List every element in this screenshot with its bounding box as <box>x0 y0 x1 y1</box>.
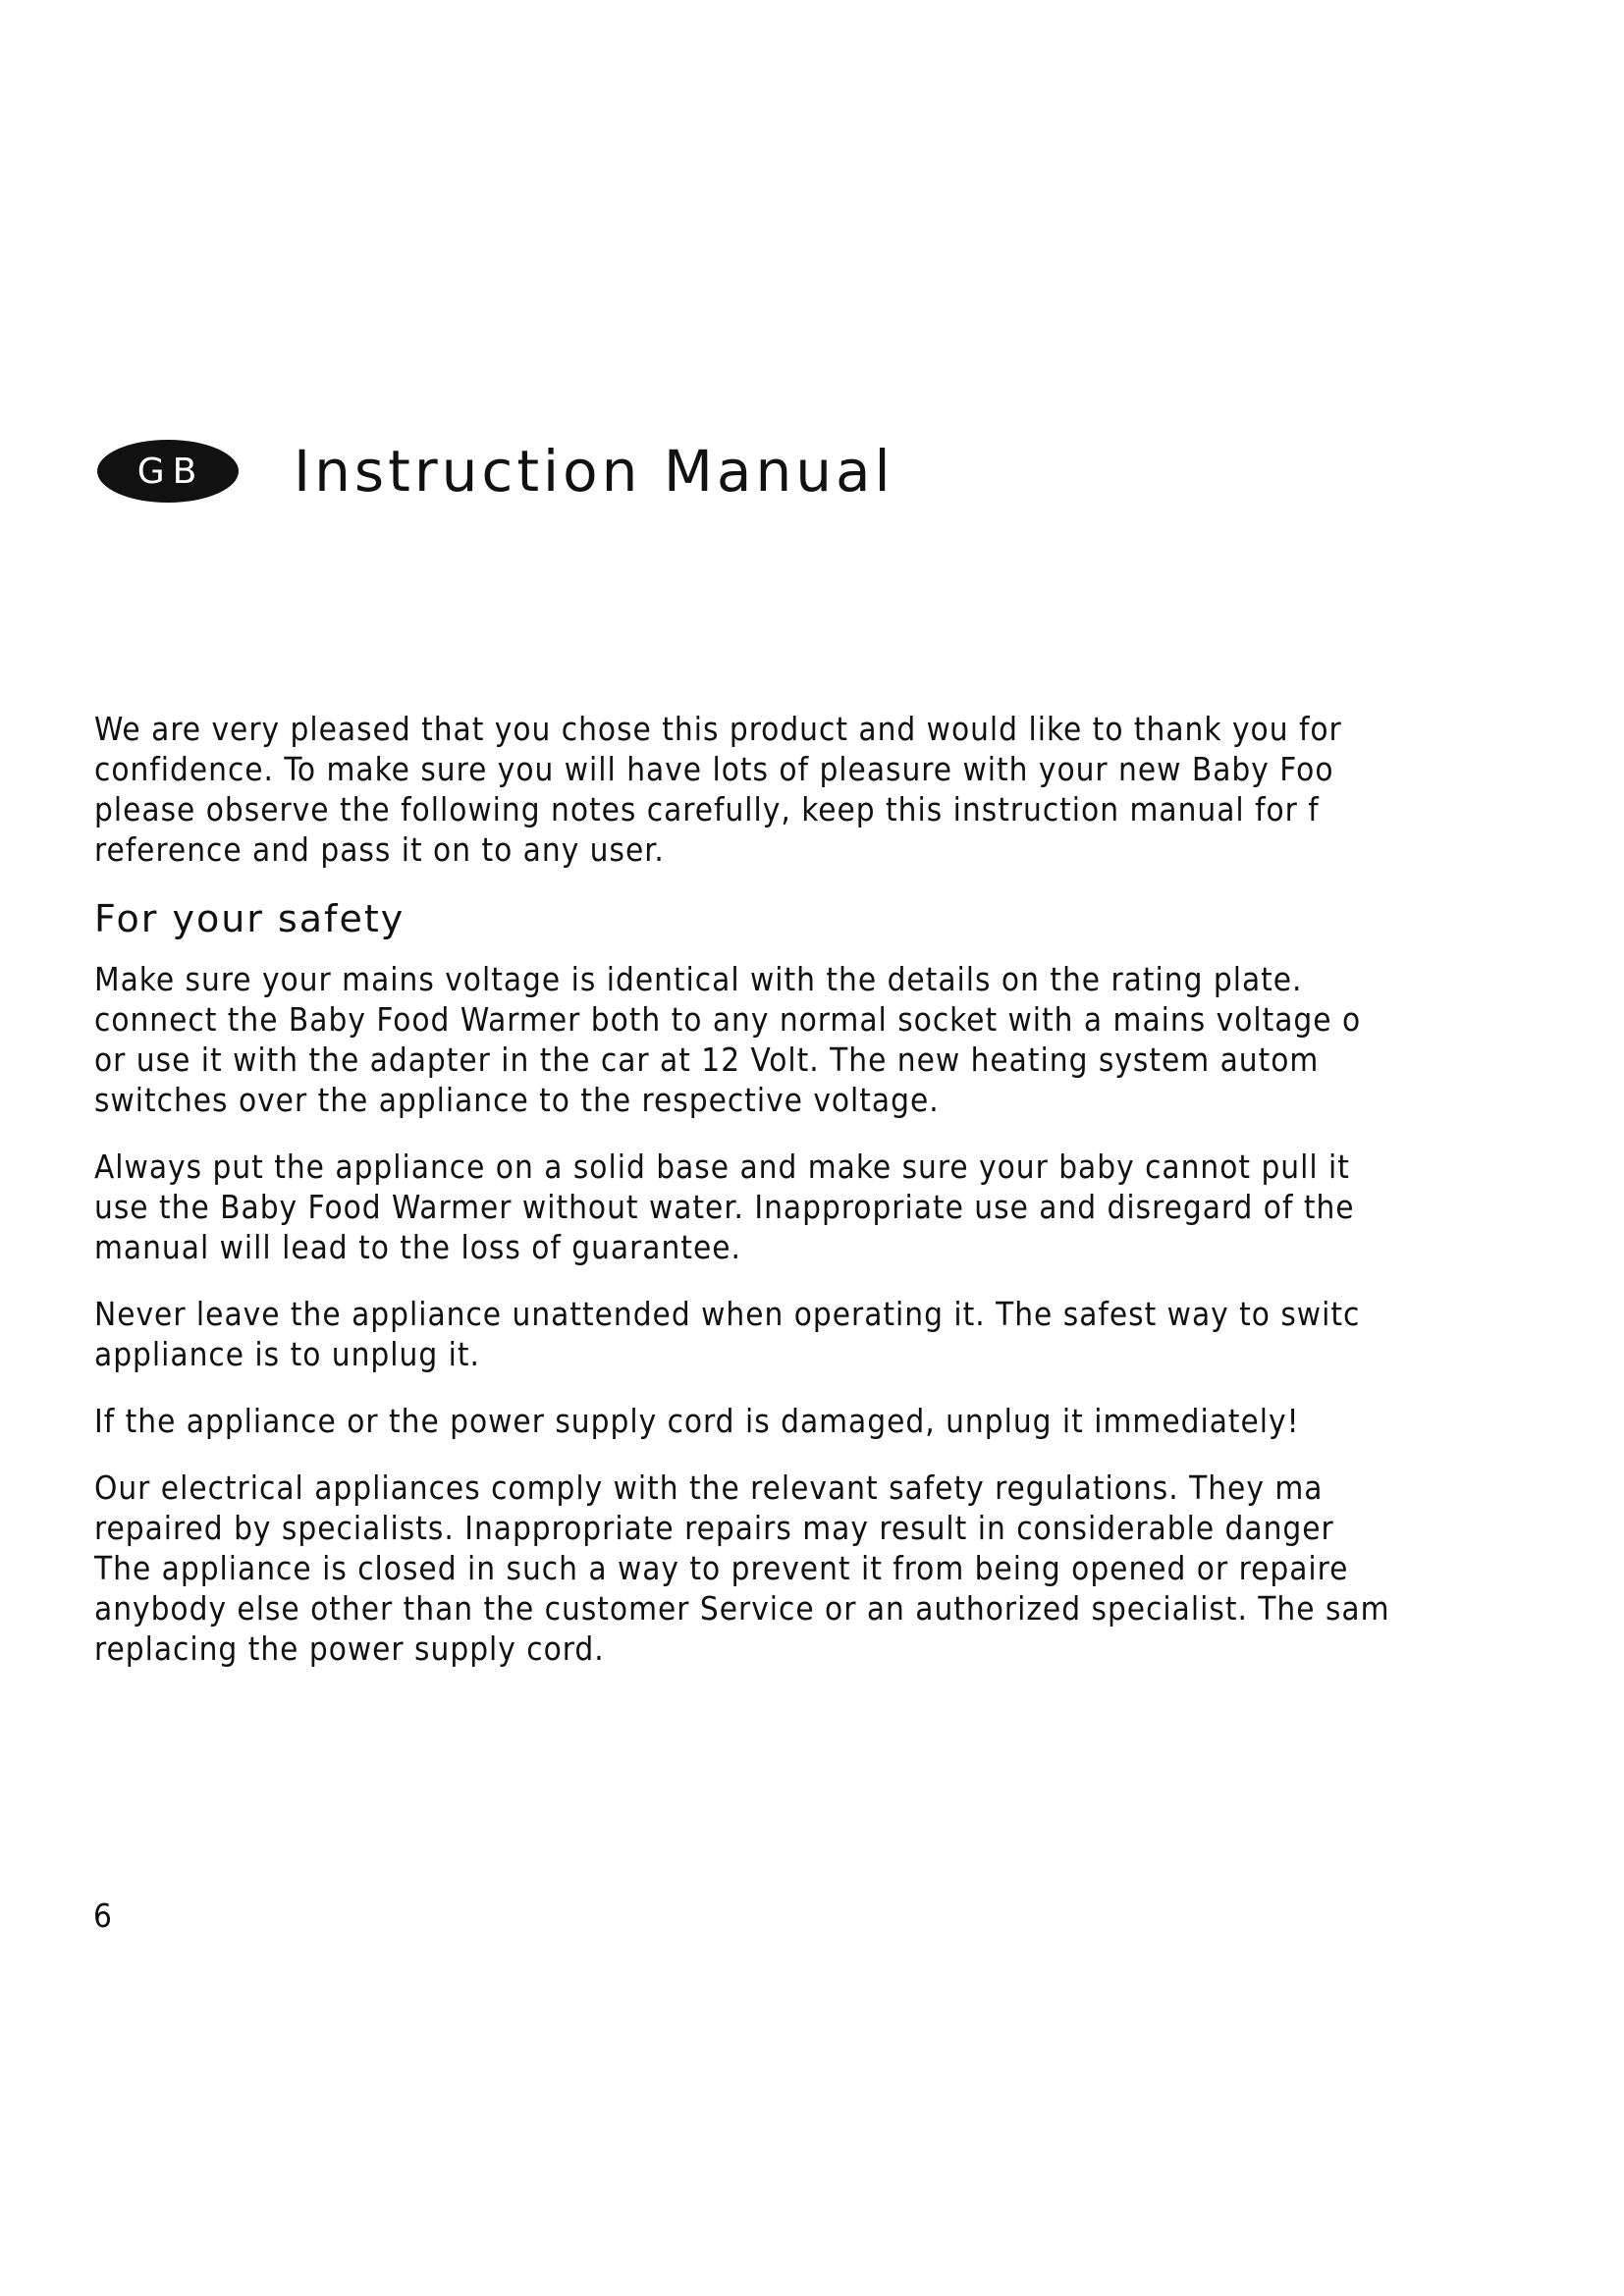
text-line: manual will lead to the loss of guarantee. <box>94 1228 741 1266</box>
text-line: confidence. To make sure you will have lots of pleasure with your new Baby Foo <box>94 750 1334 788</box>
text-line: Our electrical appliances comply with the relevant safety regulations. They ma <box>94 1468 1324 1507</box>
manual-content <box>94 709 1583 1695</box>
page-header <box>97 432 894 510</box>
section-heading: For your safety <box>94 897 406 940</box>
text-line: please observe the following notes carefully, keep this instruction manual for f <box>94 790 1320 828</box>
text-line: appliance is to unplug it. <box>94 1335 480 1373</box>
text-line: anybody else other than the customer Service or an authorized specialist. The sam <box>94 1589 1390 1628</box>
text-line: use the Baby Food Warmer without water. Inappropriate use and disregard of the <box>94 1188 1355 1226</box>
text-line: If the appliance or the power supply cord is damaged, unplug it immediately! <box>94 1402 1300 1440</box>
text-line: We are very pleased that you chose this product and would like to thank you for <box>94 710 1342 748</box>
text-line: switches over the appliance to the respective voltage. <box>94 1081 940 1119</box>
text-line: reference and pass it on to any user. <box>94 830 665 869</box>
text-line: Never leave the appliance unattended when operating it. The safest way to switc <box>94 1295 1361 1333</box>
intro-paragraph <box>94 709 1583 870</box>
safety-paragraph-voltage <box>94 959 1583 1120</box>
safety-paragraph-unattended <box>94 1294 1583 1374</box>
text-line: Make sure your mains voltage is identical with the details on the rating plate. <box>94 960 1303 998</box>
safety-paragraph-damaged <box>94 1401 1583 1441</box>
text-line: replacing the power supply cord. <box>94 1629 605 1668</box>
text-line: connect the Baby Food Warmer both to any normal socket with a mains voltage o <box>94 1000 1362 1039</box>
page-number: 6 <box>93 1896 112 1935</box>
safety-paragraph-base <box>94 1147 1583 1267</box>
text-line: Always put the appliance on a solid base and make sure your baby cannot pull it <box>94 1148 1350 1186</box>
text-line: repaired by specialists. Inappropriate repairs may result in considerable danger <box>94 1509 1334 1547</box>
page-title: Instruction Manual <box>294 438 894 505</box>
text-line: The appliance is closed in such a way to prevent it from being opened or repaire <box>94 1549 1349 1587</box>
text-line: or use it with the adapter in the car at 12 Volt. The new heating system autom <box>94 1041 1320 1079</box>
safety-paragraph-repairs <box>94 1468 1583 1669</box>
language-badge: GB <box>97 440 239 503</box>
